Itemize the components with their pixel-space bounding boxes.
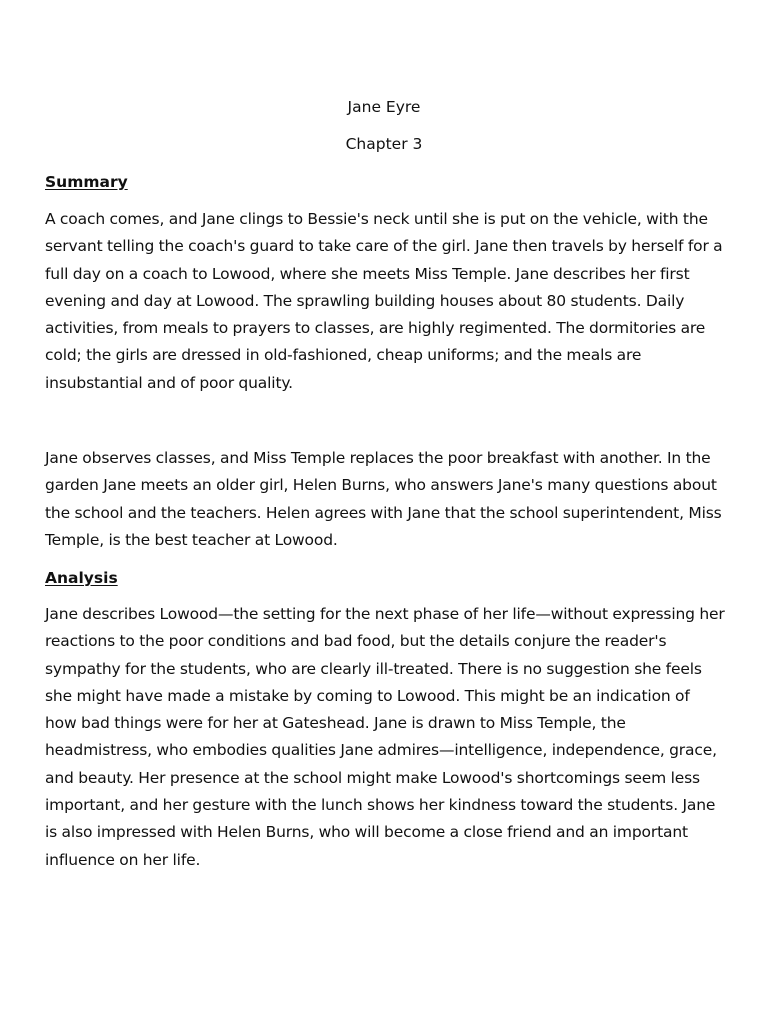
summary-paragraph-1: A coach comes, and Jane clings to Bessie's neck until she is put on the vehicle, with the servant telling the coach's guard to take care of the girl. Jane then travels by herself for a full day on a coach to Lowood, where she meets Miss Temple. Jane describes her first evening and day at Lowood. The sprawling building houses about 80 students. Daily activities, from meals to prayers to classes, are highly regimented. The dormitories are cold; the girls are dressed in old-fashioned, cheap uniforms; and the meals are insubstantial and of poor quality. [45,210,723,392]
document-title: Jane Eyre [347,98,421,116]
analysis-paragraph: Jane describes Lowood—the setting for the next phase of her life—without expressing her reactions to the poor conditions and bad food, but the details conjure the reader's sympathy for the students, who are clearly ill-treated. There is no suggestion she feels she might have made a mistake by coming to Lowood. This might be an indication of how bad things were for her at Gateshead. Jane is drawn to Miss Temple, the headmistress, who embodies qualities Jane admires—intelligence, independence, grace, and beauty. Her presence at the school might make Lowood's shortcomings seem less important, and her gesture with the lunch shows her kindness toward the students. Jane is also impressed with Helen Burns, who will become a close friend and an important influence on her life. [45,605,725,869]
analysis-heading: Analysis [45,569,118,587]
summary-paragraph-2: Jane observes classes, and Miss Temple replaces the poor breakfast with another. In the garden Jane meets an older girl, Helen Burns, who answers Jane's many questions about the school and the teachers. Helen agrees with Jane that the school superintendent, Miss Temple, is the best teacher at Lowood. [45,449,722,549]
summary-heading: Summary [45,173,128,191]
chapter-title: Chapter 3 [345,135,423,153]
